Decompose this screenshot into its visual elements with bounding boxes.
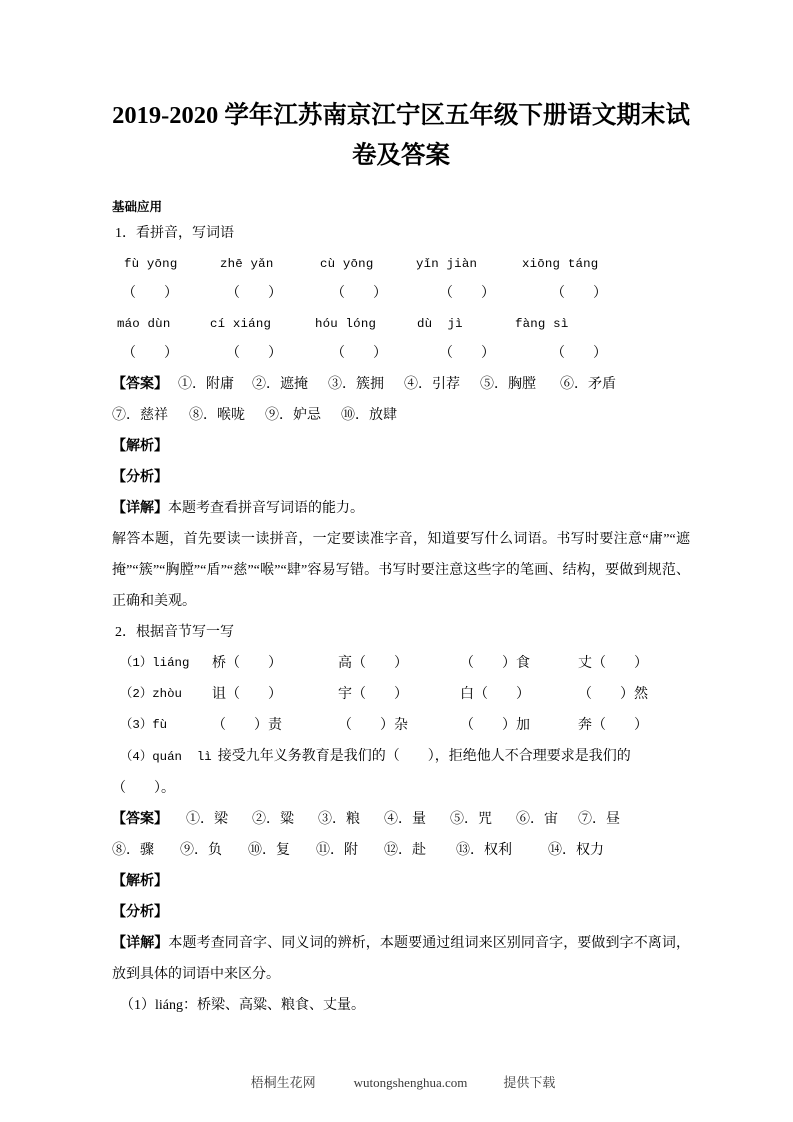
answer-item: ⑬．权利: [456, 843, 512, 858]
question-2-xiangjie: [112, 928, 690, 990]
pinyin-cell: yǐn jiàn: [416, 257, 478, 271]
question-1-answer-line-1: [112, 369, 690, 400]
question-2-row-1: [112, 648, 690, 679]
answer-item: ⑩．复: [248, 843, 290, 858]
xiangjie-tag: 【详解】: [112, 501, 168, 516]
sub-row-cell[interactable]: 宇（ ）: [338, 687, 408, 702]
question-1-answer-brackets-2: [112, 339, 690, 369]
answer-item: ③．粮: [318, 812, 360, 827]
answer-label: 【答案】: [112, 812, 168, 827]
answer-bracket[interactable]: （ ）: [439, 286, 495, 301]
sub-row-text[interactable]: 接受九年义务教育是我们的（ ），拒绝他人不合理要求是我们的: [217, 749, 631, 764]
xiangjie-text: 本题考查看拼音写词语的能力。: [168, 501, 364, 516]
sub-row-label: （3）fù: [120, 718, 168, 732]
sub-row-cell[interactable]: （ ）责: [212, 718, 282, 733]
answer-bracket[interactable]: （ ）: [551, 346, 607, 361]
footer-domain: wutongshenghua.com: [353, 1075, 468, 1090]
question-2-final-line: （1）liáng：桥梁、高粱、粮食、丈量。: [120, 998, 365, 1013]
answer-bracket[interactable]: （ ）: [551, 286, 607, 301]
question-1-pinyin-row-1: [112, 249, 690, 279]
pinyin-cell: cù yōng: [320, 257, 374, 271]
answer-item: ⑩．放肆: [341, 408, 397, 423]
answer-item: ⑥．矛盾: [560, 377, 616, 392]
answer-item: ⑧．骤: [112, 843, 154, 858]
answer-item: ②．遮掩: [252, 377, 308, 392]
pinyin-cell: fàng sì: [515, 317, 569, 331]
sub-row-cell[interactable]: 白（ ）: [460, 687, 530, 702]
question-1-jiexi-label: [112, 431, 690, 462]
answer-bracket[interactable]: （ ）: [226, 286, 282, 301]
answer-item: ⑧．喉咙: [189, 408, 245, 423]
answer-item: ②．粱: [252, 812, 294, 827]
footer-site-name: 梧桐生花网: [250, 1075, 316, 1090]
question-2-prompt: 2．根据音节写一写: [115, 625, 234, 640]
question-2-answer-line-1: [112, 804, 690, 835]
sub-row-cell[interactable]: 丈（ ）: [578, 656, 648, 671]
sub-row-cell[interactable]: 诅（ ）: [212, 687, 282, 702]
question-1-pinyin-row-2: [112, 309, 690, 339]
pinyin-cell: máo dùn: [117, 317, 171, 331]
pinyin-cell: zhē yǎn: [220, 257, 274, 271]
question-1-fenxi-label: [112, 462, 690, 493]
answer-bracket[interactable]: （ ）: [331, 286, 387, 301]
question-1-answer-brackets-1: [112, 279, 690, 309]
pinyin-cell: xiōng táng: [522, 257, 599, 271]
jiexi-tag: 【解析】: [112, 874, 168, 889]
page-content: [112, 0, 690, 1021]
answer-bracket[interactable]: （ ）: [226, 346, 282, 361]
footer-action: 提供下载: [503, 1075, 556, 1090]
answer-bracket[interactable]: （ ）: [439, 346, 495, 361]
xiangjie-text: 本题考查同音字、同义词的辨析，本题要通过组词来区别同音字，要做到字不离词，放到具体的词语中来区分。: [112, 936, 691, 982]
answer-item: ①．梁: [186, 812, 228, 827]
pinyin-cell: hóu lóng: [315, 317, 377, 331]
question-2-fenxi-label: [112, 897, 690, 928]
answer-item: ⑭．权力: [548, 843, 604, 858]
answer-bracket[interactable]: （ ）: [122, 286, 178, 301]
answer-item: ⑨．负: [180, 843, 222, 858]
answer-bracket[interactable]: （ ）: [122, 346, 178, 361]
answer-item: ①．附庸: [178, 377, 234, 392]
answer-label: 【答案】: [112, 377, 168, 392]
question-2-answer-line-2: [112, 835, 690, 866]
footer-watermark: [0, 1053, 793, 1113]
sub-row-label: （1）liáng: [120, 656, 190, 670]
sub-row-cell[interactable]: 桥（ ）: [212, 656, 282, 671]
fenxi-tag: 【分析】: [112, 905, 168, 920]
sub-row-cell[interactable]: 奔（ ）: [578, 718, 648, 733]
answer-item: ⑤．胸膛: [480, 377, 536, 392]
question-2-row-2: [112, 679, 690, 710]
question-1-answer-line-2: [112, 400, 690, 431]
answer-item: ④．量: [384, 812, 426, 827]
page-title: 2019-2020 学年江苏南京江宁区五年级下册语文期末试卷及答案: [112, 102, 690, 169]
sub-row-cell[interactable]: 高（ ）: [338, 656, 408, 671]
answer-item: ⑦．昼: [578, 812, 620, 827]
question-1-xiangjie: [112, 493, 690, 524]
question-2-jiexi-label: [112, 866, 690, 897]
sub-row-cell[interactable]: （ ）杂: [338, 718, 408, 733]
question-2-row-4: [112, 741, 690, 773]
answer-item: ⑨．妒忌: [265, 408, 321, 423]
sub-row-cell[interactable]: （ ）然: [578, 687, 648, 702]
jiexi-tag: 【解析】: [112, 439, 168, 454]
answer-item: ③．簇拥: [328, 377, 384, 392]
sub-row-cell[interactable]: （ ）加: [460, 718, 530, 733]
question-2-row-3: [112, 710, 690, 741]
pinyin-cell: fù yōng: [124, 257, 178, 271]
section-heading: 基础应用: [112, 200, 163, 214]
fenxi-tag: 【分析】: [112, 470, 168, 485]
sub-row-label: （4）quán lì: [120, 750, 212, 764]
answer-bracket[interactable]: （ ）: [331, 346, 387, 361]
question-1-explanation-body: 解答本题，首先要读一读拼音，一定要读准字音，知道要写什么词语。书写时要注意“庸”“遮掩”“簇”“胸膛”“盾”“慈”“喉”“肆”容易写错。书写时要注意这些字的笔画、结构，要做到规范、正确和美观。: [112, 532, 690, 609]
pinyin-cell: dù jì: [417, 317, 463, 331]
sub-row-cell[interactable]: （ ）食: [460, 656, 530, 671]
pinyin-cell: cí xiáng: [210, 317, 272, 331]
answer-item: ⑥．宙: [516, 812, 558, 827]
answer-item: ⑤．咒: [450, 812, 492, 827]
xiangjie-tag: 【详解】: [112, 936, 169, 951]
answer-item: ⑦．慈祥: [112, 408, 168, 423]
sub-row-label: （2）zhòu: [120, 687, 182, 701]
answer-item: ⑫．赴: [384, 843, 426, 858]
question-2-row-4-cont[interactable]: （ ）。: [112, 781, 175, 796]
answer-item: ⑪．附: [316, 843, 358, 858]
question-1-prompt: 1．看拼音，写词语: [115, 226, 234, 241]
answer-item: ④．引荐: [404, 377, 460, 392]
